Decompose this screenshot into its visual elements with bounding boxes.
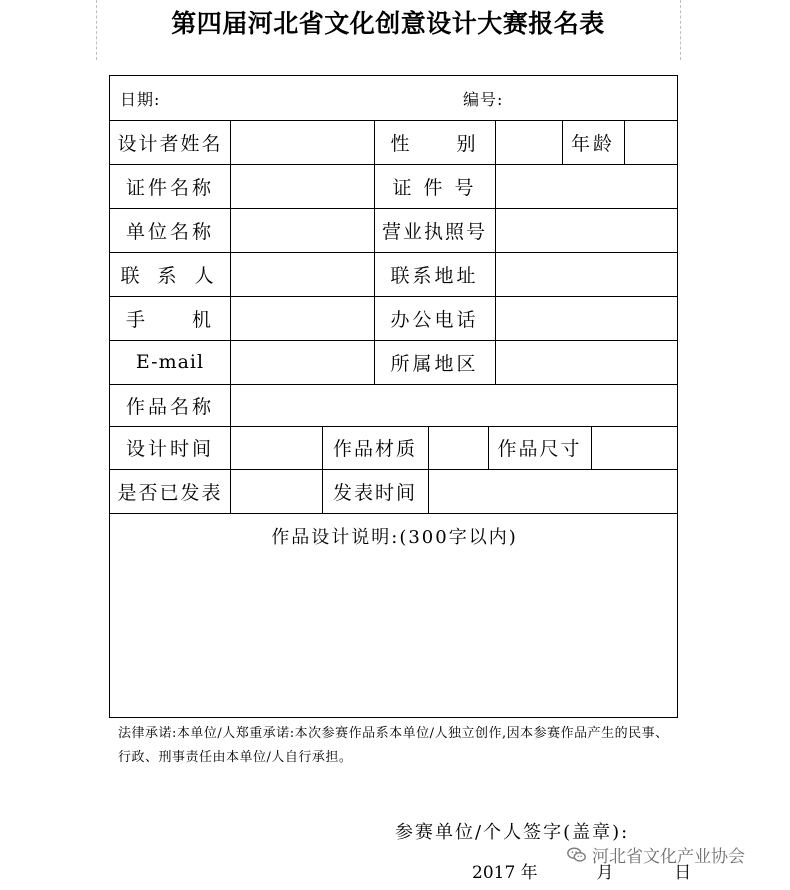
col-divider (230, 426, 231, 513)
col-divider (428, 426, 429, 513)
registration-form-table (109, 75, 678, 718)
email-label: E-mail (135, 351, 205, 373)
office-phone-label: 办公电话 (390, 308, 479, 331)
description-label: 作品设计说明:(300字以内) (271, 527, 518, 548)
published-label: 是否已发表 (117, 481, 223, 504)
id-name-label: 证件名称 (125, 176, 214, 199)
license-number-label: 营业执照号 (381, 220, 487, 243)
number-label: 编号: (463, 89, 504, 109)
col-divider (230, 384, 231, 426)
material-label: 作品材质 (332, 438, 417, 460)
watermark (566, 842, 745, 867)
col-divider (591, 426, 592, 469)
contact-person-label: 联 系 人 (120, 264, 220, 287)
mobile-label: 手 机 (125, 308, 214, 331)
signature-year: 2017 年 (472, 863, 538, 883)
publish-time-label: 发表时间 (332, 481, 417, 504)
designer-name-label: 设计者姓名 (117, 132, 223, 155)
col-divider (230, 120, 231, 384)
signature-month: 月 (596, 863, 614, 883)
signature-label: 参赛单位/个人签字(盖章): (395, 822, 630, 843)
gender-label: 性 别 (390, 132, 479, 155)
org-name-label: 单位名称 (125, 220, 214, 243)
design-time-label: 设计时间 (125, 438, 214, 460)
date-label: 日期: (120, 89, 161, 109)
age-label: 年龄 (570, 132, 615, 155)
signature-day: 日 (674, 863, 692, 883)
page-guide-right (680, 0, 681, 60)
col-divider (495, 120, 496, 384)
work-name-label: 作品名称 (125, 395, 214, 418)
form-title: 第四届河北省文化创意设计大赛报名表 (171, 9, 605, 38)
legal-commitment-note: 法律承诺:本单位/人郑重承诺:本次参赛作品系本单位/人独立创作,因本参赛作品产生的民事、行政、刑事责任由本单位/人自行承担。 (118, 726, 669, 765)
size-label: 作品尺寸 (497, 438, 582, 460)
region-label: 所属地区 (390, 352, 479, 375)
id-number-label: 证 件 号 (392, 176, 477, 199)
watermark-text: 河北省文化产业协会 (592, 847, 745, 867)
contact-address-label: 联系地址 (390, 264, 479, 287)
wechat-icon (566, 844, 588, 866)
col-divider (624, 120, 625, 164)
